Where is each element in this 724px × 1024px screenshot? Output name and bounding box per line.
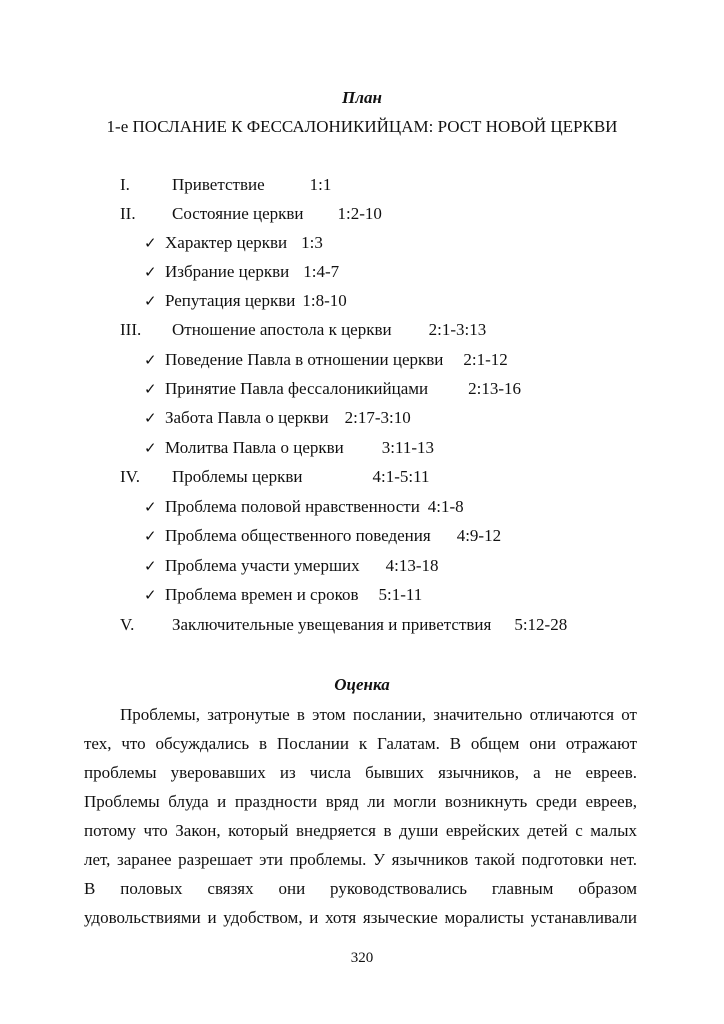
check-icon: ✓ xyxy=(144,498,157,516)
check-icon: ✓ xyxy=(144,263,157,281)
outline-ref: 1:8-10 xyxy=(302,291,347,310)
outline-ref: 2:1-3:13 xyxy=(428,320,487,339)
outline-ref: 5:1-11 xyxy=(378,585,423,604)
outline-item xyxy=(0,320,724,340)
outline-label: Забота Павла о церкви xyxy=(165,408,329,427)
outline-label: Заключительные увещевания и приветствия xyxy=(172,615,492,634)
outline-ref: 4:9-12 xyxy=(456,526,502,545)
evaluation-title: Оценка xyxy=(334,675,390,694)
check-icon: ✓ xyxy=(144,234,157,252)
outline-ref: 3:11-13 xyxy=(381,438,435,457)
outline-ref: 1:3 xyxy=(301,233,323,252)
outline-subitem xyxy=(0,408,724,428)
paragraph-line: тех, что обсуждались в Послании к Галатам. В общем они отражают xyxy=(84,734,637,753)
outline-label: Поведение Павла в отношении церкви xyxy=(165,350,444,369)
outline-ref: 2:17-3:10 xyxy=(344,408,411,427)
page-number: 320 xyxy=(350,950,374,966)
outline-subitem xyxy=(0,556,724,576)
outline-label: Характер церкви xyxy=(165,233,288,252)
outline-ref: 2:13-16 xyxy=(468,379,522,398)
paragraph-line: Проблемы, затронутые в этом послании, значительно отличаются от xyxy=(120,705,637,724)
outline-item xyxy=(0,204,724,224)
outline-ref: 1:1 xyxy=(309,175,332,194)
outline-label: Проблема общественного поведения xyxy=(165,526,431,545)
outline-item xyxy=(0,467,724,487)
outline-number: IV. xyxy=(120,467,140,486)
outline-ref: 5:12-28 xyxy=(514,615,568,634)
check-icon: ✓ xyxy=(144,527,157,545)
paragraph-line: потому что Закон, который внедряется в души еврейских детей с малых xyxy=(84,821,637,840)
outline-ref: 4:13-18 xyxy=(385,556,439,575)
paragraph-line: лет, заранее разрешает эти проблемы. У язычников такой подготовки нет. xyxy=(84,850,637,869)
paragraph-line: В половых связях они руководствовались главным образом xyxy=(84,879,637,898)
check-icon: ✓ xyxy=(144,586,157,604)
outline-subitem xyxy=(0,438,724,458)
outline-number: V. xyxy=(120,615,135,634)
outline-number: III. xyxy=(120,320,142,339)
check-icon: ✓ xyxy=(144,409,157,427)
outline-item xyxy=(0,175,724,195)
outline-label: Репутация церкви xyxy=(165,291,296,310)
check-icon: ✓ xyxy=(144,557,157,575)
plan-title: План xyxy=(342,88,382,107)
outline-subitem xyxy=(0,497,724,517)
outline-label: Приветствие xyxy=(172,175,265,194)
outline-number: II. xyxy=(120,204,136,223)
check-icon: ✓ xyxy=(144,439,157,457)
outline-label: Отношение апостола к церкви xyxy=(172,320,392,339)
outline-subitem xyxy=(0,379,724,399)
outline-label: Проблема времен и сроков xyxy=(165,585,359,604)
outline-subitem xyxy=(0,526,724,546)
outline-label: Избрание церкви xyxy=(165,262,290,281)
outline-label: Проблема половой нравственности xyxy=(165,497,420,516)
outline-subitem xyxy=(0,291,724,311)
outline-ref: 4:1-5:11 xyxy=(372,467,430,486)
check-icon: ✓ xyxy=(144,380,157,398)
outline-label: Проблема участи умерших xyxy=(165,556,360,575)
outline-ref: 2:1-12 xyxy=(463,350,508,369)
outline-label: Молитва Павла о церкви xyxy=(165,438,344,457)
outline-ref: 4:1-8 xyxy=(427,497,464,516)
paragraph-line: проблемы уверовавших из числа бывших язычников, а не евреев. xyxy=(84,763,637,782)
outline-label: Принятие Павла фессалоникийцами xyxy=(165,379,429,398)
epistle-heading: 1-е ПОСЛАНИЕ К ФЕССАЛОНИКИЙЦАМ: РОСТ НОВОЙ ЦЕРКВИ xyxy=(106,117,618,136)
outline-item xyxy=(0,615,724,635)
outline-label: Проблемы церкви xyxy=(172,467,303,486)
outline-ref: 1:2-10 xyxy=(337,204,382,223)
paragraph-line: Проблемы блуда и праздности вряд ли могли возникнуть среди евреев, xyxy=(84,792,637,811)
outline-subitem xyxy=(0,585,724,605)
outline-subitem xyxy=(0,233,724,253)
paragraph-line: удовольствиями и удобством, и хотя языческие моралисты устанавливали xyxy=(84,908,637,927)
outline-subitem xyxy=(0,350,724,370)
outline-ref: 1:4-7 xyxy=(303,262,340,281)
check-icon: ✓ xyxy=(144,292,157,310)
check-icon: ✓ xyxy=(144,351,157,369)
outline-number: I. xyxy=(120,175,130,194)
outline-subitem xyxy=(0,262,724,282)
outline-label: Состояние церкви xyxy=(172,204,304,223)
